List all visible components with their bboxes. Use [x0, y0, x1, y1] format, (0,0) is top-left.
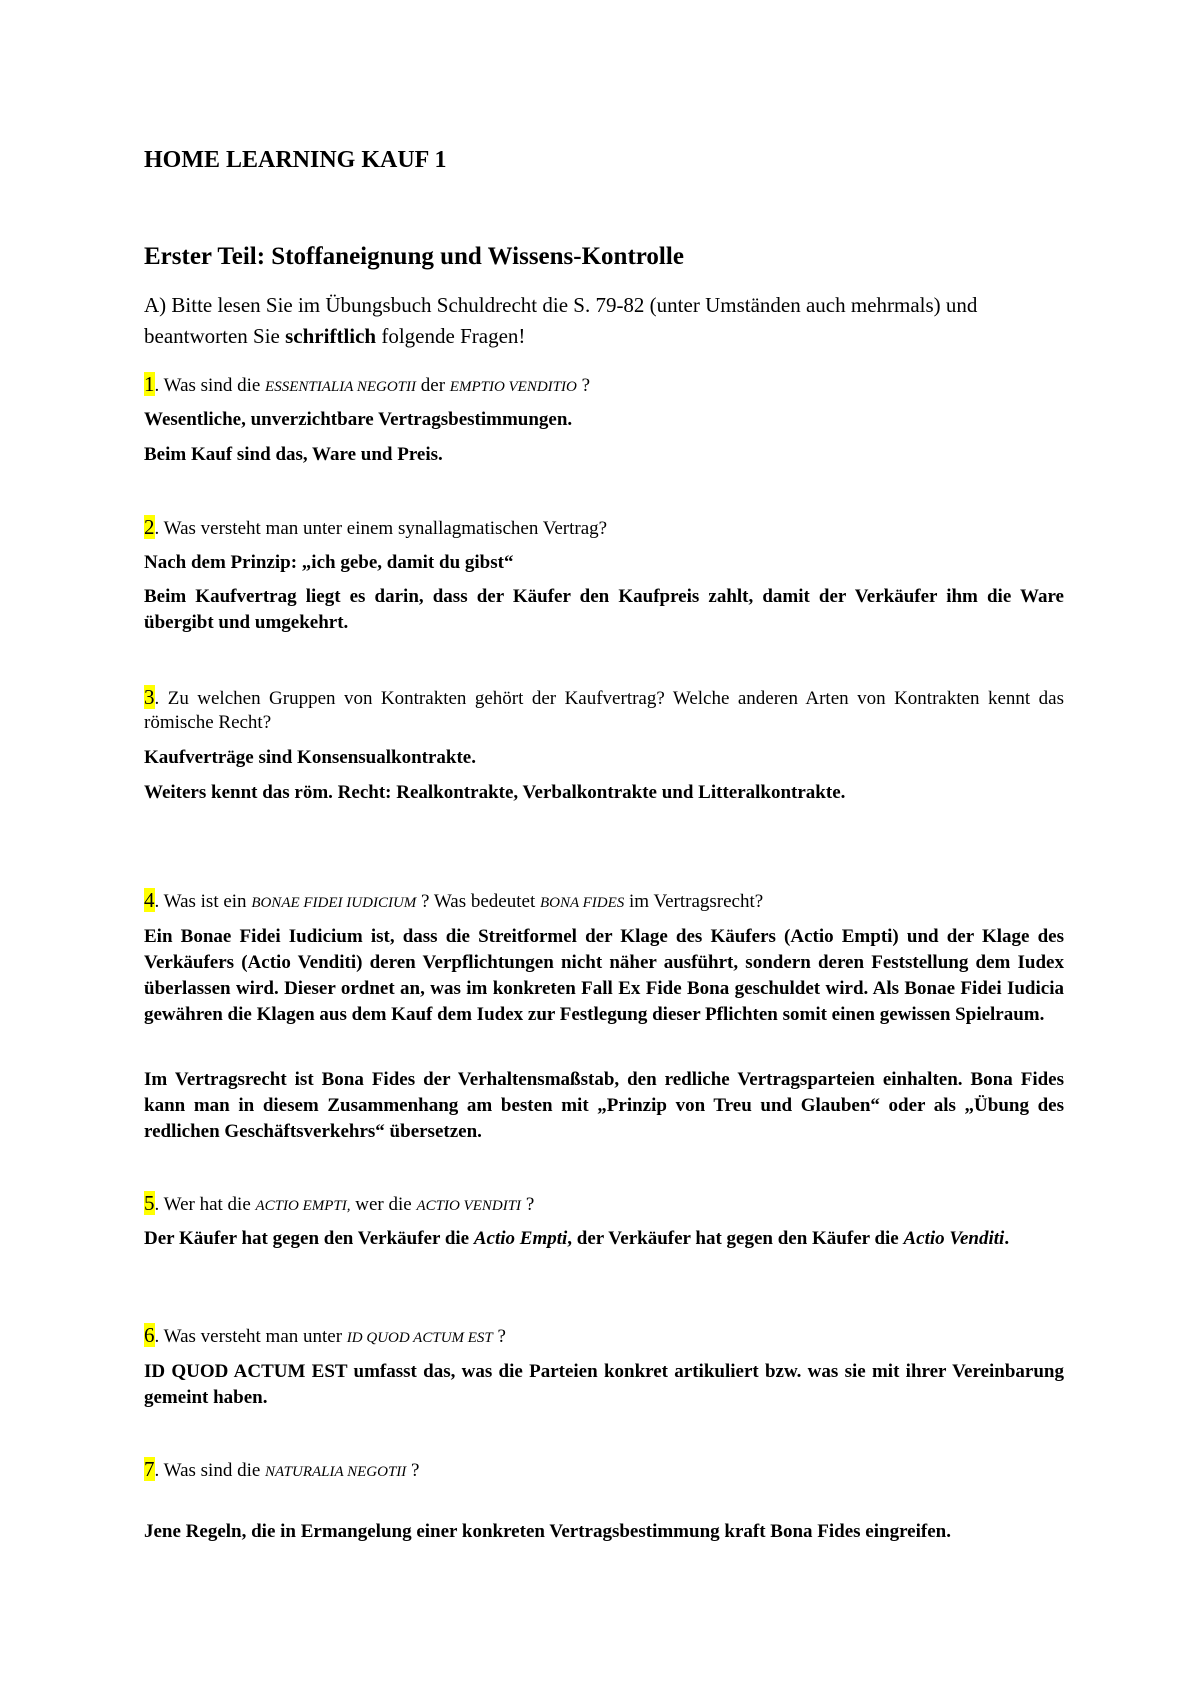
- answer-3a: Kaufverträge sind Konsensualkontrakte.: [144, 747, 476, 768]
- latin-term: BONAE FIDEI IUDICIUM: [251, 895, 417, 911]
- question-number-6: 6: [144, 1323, 155, 1347]
- question-2: [144, 515, 1064, 541]
- answer-1a: Wesentliche, unverzichtbare Vertragsbestimmungen.: [144, 409, 573, 430]
- answer-2b: Beim Kaufvertrag liegt es darin, dass der Käufer den Kaufpreis zahlt, damit der Verkäufer ihm die Ware übergibt und umgekehrt.: [144, 586, 1064, 633]
- latin-term: ID QUOD ACTUM EST: [346, 1330, 493, 1346]
- intro-text-end: folgende Fragen!: [376, 324, 526, 348]
- answer-2a: Nach dem Prinzip: „ich gebe, damit du gibst“: [144, 552, 514, 573]
- latin-term: ESSENTIALIA NEGOTII: [265, 379, 417, 395]
- question-4: [144, 888, 1064, 915]
- intro-bold-word: schriftlich: [285, 324, 377, 348]
- latin-term: ACTIO VENDITI: [416, 1198, 522, 1214]
- question-text: . Was versteht man unter einem synallagmatischen Vertrag?: [154, 518, 608, 539]
- section-title: Erster Teil: Stoffaneignung und Wissens-Kontrolle: [144, 243, 684, 270]
- question-7: [144, 1457, 1064, 1484]
- question-number-3: 3: [144, 685, 155, 709]
- answer-5: [144, 1226, 1064, 1252]
- question-5: [144, 1191, 1064, 1218]
- question-1: [144, 372, 1064, 399]
- latin-term: ACTIO EMPTI,: [255, 1198, 351, 1214]
- latin-term: EMPTIO VENDITIO: [449, 379, 577, 395]
- latin-term: BONA FIDES: [539, 895, 625, 911]
- answer-4b: Im Vertragsrecht ist Bona Fides der Verhaltensmaßstab, den redliche Vertragsparteien einhalten. Bona Fides kann man in diesem Zusammenhang am besten mit „Prinzip von Treu und Glauben“ oder als „Übung des redlichen Geschäftsverkehrs“ übersetzen.: [144, 1069, 1064, 1142]
- question-text: wer die: [350, 1194, 417, 1215]
- question-number-2: 2: [144, 515, 155, 539]
- question-text: . Was sind die: [154, 375, 266, 396]
- question-number-4: 4: [144, 888, 155, 912]
- latin-term: NATURALIA NEGOTII: [265, 1464, 407, 1480]
- answer-text: .: [1004, 1228, 1010, 1249]
- question-text: ?: [492, 1326, 506, 1347]
- answer-6: ID QUOD ACTUM EST umfasst das, was die Parteien konkret artikuliert bzw. was sie mit ihrer Vereinbarung gemeint haben.: [144, 1361, 1064, 1408]
- question-text: . Was sind die: [154, 1460, 266, 1481]
- question-text: . Was ist ein: [154, 891, 252, 912]
- question-text: . Zu welchen Gruppen von Kontrakten gehört der Kaufvertrag? Welche anderen Arten von Kontrakten kennt das römische Recht?: [144, 688, 1064, 733]
- question-text: der: [416, 375, 450, 396]
- question-text: ? Was bedeutet: [416, 891, 540, 912]
- document-title: HOME LEARNING KAUF 1: [144, 147, 447, 173]
- answer-4a: Ein Bonae Fidei Iudicium ist, dass die Streitformel der Klage des Käufers (Actio Empti) und der Klage des Verkäufers (Actio Venditi) deren Verpflichtungen nicht näher ausführt, sondern deren Feststellung dem Iudex überlassen wird. Dieser ordnet an, was im konkreten Fall Ex Fide Bona geschuldet wird. Als Bonae Fidei Iudicia gewähren die Klagen aus dem Kauf dem Iudex zur Festlegung dieser Pflichten somit einen gewissen Spielraum.: [144, 926, 1064, 1025]
- question-text: ?: [576, 375, 591, 396]
- intro-paragraph: [144, 290, 1064, 352]
- answer-text: , der Verkäufer hat gegen den Käufer die: [567, 1228, 904, 1249]
- answer-1b: Beim Kauf sind das, Ware und Preis.: [144, 444, 443, 465]
- question-number-1: 1: [144, 372, 155, 396]
- question-text: im Vertragsrecht?: [624, 891, 764, 912]
- answer-text: Der Käufer hat gegen den Verkäufer die: [144, 1228, 474, 1249]
- question-3: [144, 685, 1064, 735]
- question-text: . Wer hat die: [154, 1194, 256, 1215]
- question-text: . Was versteht man unter: [154, 1326, 347, 1347]
- question-text: ?: [521, 1194, 535, 1215]
- intro-text: A) Bitte lesen Sie im Übungsbuch Schuldrecht die S. 79-82 (unter Umständen auch mehrmals) und beantworten Sie: [144, 293, 978, 348]
- answer-latin-term: Actio Venditi: [903, 1228, 1005, 1249]
- answer-3b: Weiters kennt das röm. Recht: Realkontrakte, Verbalkontrakte und Litteralkontrakte.: [144, 782, 846, 803]
- question-text: ?: [406, 1460, 420, 1481]
- answer-latin-term: Actio Empti: [473, 1228, 568, 1249]
- question-number-7: 7: [144, 1457, 155, 1481]
- question-number-5: 5: [144, 1191, 155, 1215]
- question-6: [144, 1323, 1064, 1350]
- answer-7: Jene Regeln, die in Ermangelung einer konkreten Vertragsbestimmung kraft Bona Fides eingreifen.: [144, 1521, 951, 1542]
